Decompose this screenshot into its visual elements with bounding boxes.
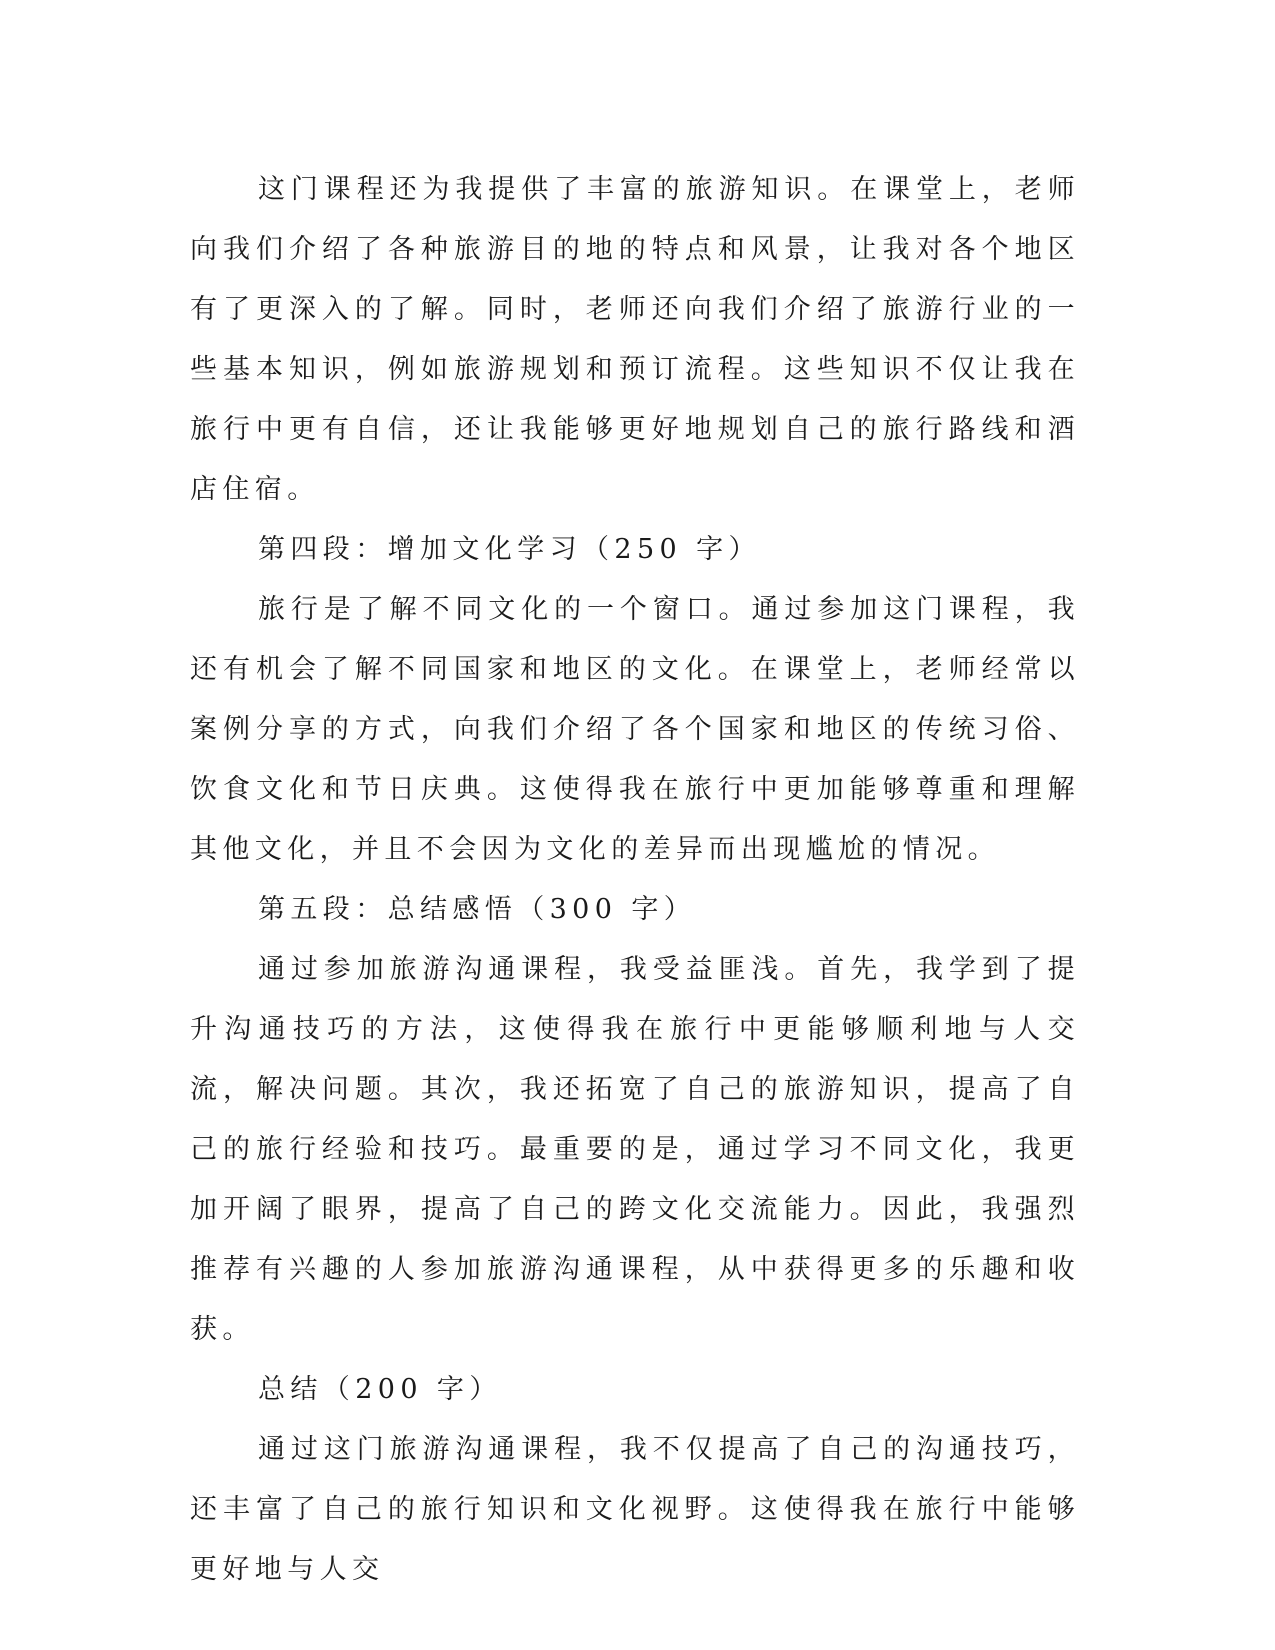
paragraph-summary: 通过这门旅游沟通课程，我不仅提高了自己的沟通技巧，还丰富了自己的旅行知识和文化视野。这使得我在旅行中能够更好地与人交 xyxy=(190,1434,1080,1585)
section-heading-5: 第五段：总结感悟（300 字） xyxy=(258,894,697,925)
document-body xyxy=(190,160,1080,1600)
section-heading-4: 第四段：增加文化学习（250 字） xyxy=(258,534,761,565)
section-heading-summary: 总结（200 字） xyxy=(258,1374,502,1405)
paragraph-culture-learning: 旅行是了解不同文化的一个窗口。通过参加这门课程，我还有机会了解不同国家和地区的文化。在课堂上，老师经常以案例分享的方式，向我们介绍了各个国家和地区的传统习俗、饮食文化和节日庆典。这使得我在旅行中更加能够尊重和理解其他文化，并且不会因为文化的差异而出现尴尬的情况。 xyxy=(190,594,1080,865)
paragraph-travel-knowledge: 这门课程还为我提供了丰富的旅游知识。在课堂上，老师向我们介绍了各种旅游目的地的特点和风景，让我对各个地区有了更深入的了解。同时，老师还向我们介绍了旅游行业的一些基本知识，例如旅游规划和预订流程。这些知识不仅让我在旅行中更有自信，还让我能够更好地规划自己的旅行路线和酒店住宿。 xyxy=(190,174,1080,505)
paragraph-reflection: 通过参加旅游沟通课程，我受益匪浅。首先，我学到了提升沟通技巧的方法，这使得我在旅行中更能够顺利地与人交流，解决问题。其次，我还拓宽了自己的旅游知识，提高了自己的旅行经验和技巧。最重要的是，通过学习不同文化，我更加开阔了眼界，提高了自己的跨文化交流能力。因此，我强烈推荐有兴趣的人参加旅游沟通课程，从中获得更多的乐趣和收获。 xyxy=(190,954,1080,1345)
